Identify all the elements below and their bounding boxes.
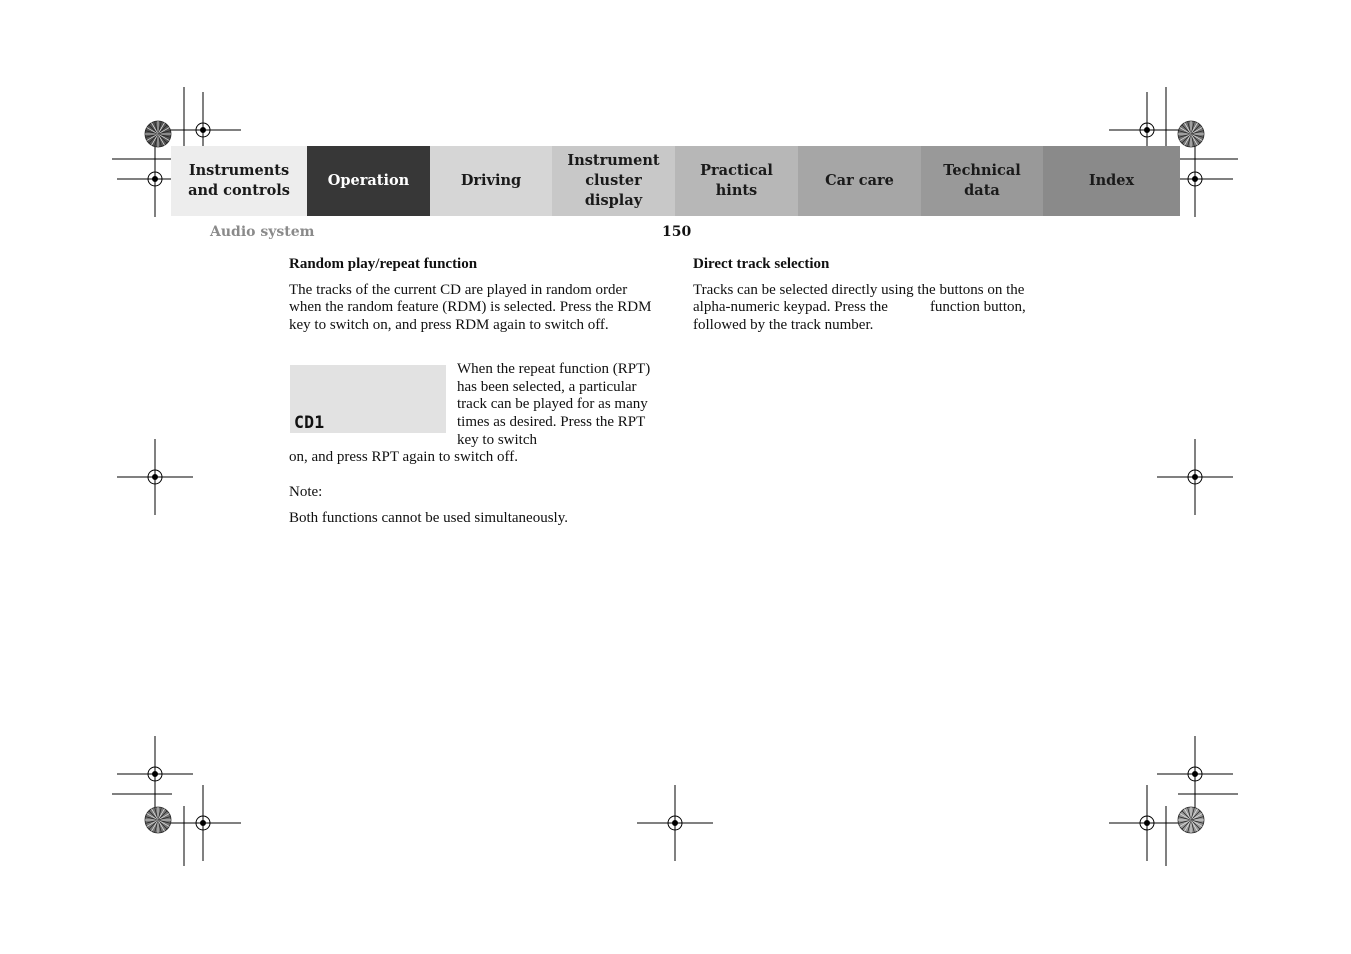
paragraph-direct-2b: function button, — [929, 299, 1026, 316]
heading-direct-track: Direct track selection — [693, 256, 830, 272]
repeat-paragraph-wrap — [457, 361, 662, 450]
tab-index[interactable]: Index — [1043, 146, 1180, 216]
tab-driving[interactable]: Driving — [430, 146, 552, 216]
note-label: Note: — [289, 484, 323, 500]
tab-instrument-cluster-display[interactable]: Instrument cluster display — [552, 146, 675, 216]
display-line-1: CD1 — [294, 413, 325, 432]
paragraph-direct-2 — [693, 299, 1065, 317]
tab-operation[interactable]: Operation — [307, 146, 430, 216]
radio-display — [290, 365, 446, 433]
paragraph-repeat-end: on, and press RPT again to switch off. — [289, 449, 519, 465]
tab-practical-hints[interactable]: Practical hints — [675, 146, 798, 216]
paragraph-random: The tracks of the current CD are played in random order when the random feature (RDM) is selected. Press the RDM key to switch on, and press RDM again to switch off. — [289, 281, 652, 334]
note-text: Both functions cannot be used simultaneously. — [289, 509, 568, 526]
note-block — [289, 484, 661, 527]
left-column — [289, 256, 661, 335]
tab-instruments-and-controls[interactable]: Instruments and controls — [171, 146, 307, 216]
paragraph-direct-3: followed by the track number. — [693, 317, 874, 334]
chapter-nav — [171, 146, 1180, 216]
right-column — [693, 256, 1065, 335]
repeat-paragraph-rest — [289, 449, 661, 467]
tab-technical-data[interactable]: Technical data — [921, 146, 1043, 216]
paragraph-direct-1: Tracks can be selected directly using the buttons on the — [693, 281, 1025, 298]
tab-car-care[interactable]: Car care — [798, 146, 921, 216]
paragraph-direct-2a: alpha-numeric keypad. Press the — [693, 299, 888, 316]
paragraph-repeat: When the repeat function (RPT) has been selected, a particular track can be played for as many times as desired. Press the RPT key to switch — [457, 361, 651, 448]
section-title: Audio system — [210, 224, 315, 240]
heading-random-repeat: Random play/repeat function — [289, 256, 478, 272]
page-number: 150 — [662, 224, 692, 240]
